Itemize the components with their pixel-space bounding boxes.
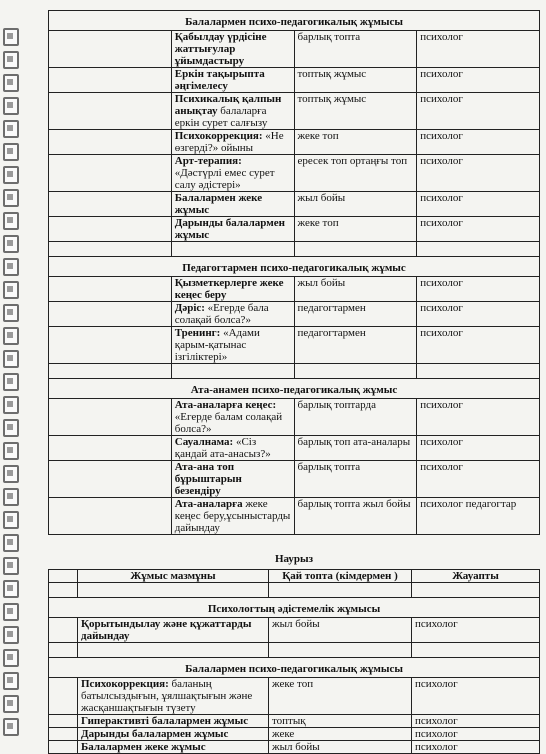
plan-table-bottom (48, 569, 540, 754)
responsible-cell: психолог (417, 399, 540, 436)
blank-cell (49, 327, 172, 364)
group-cell: барлық топта жыл бойы (294, 498, 417, 535)
binding-hole (3, 672, 19, 690)
table-row (49, 31, 540, 68)
blank-cell (49, 31, 172, 68)
activity-title: Балалармен жеке жұмыс (81, 741, 206, 753)
section-title-row (49, 257, 540, 277)
blank-cell (49, 461, 172, 498)
responsible-cell: психолог (417, 93, 540, 130)
binding-hole (3, 718, 19, 736)
group-cell: барлық топтарда (294, 399, 417, 436)
table-row (49, 327, 540, 364)
blank-cell (49, 741, 78, 754)
table-row (49, 498, 540, 535)
activity-title: Психокоррекция: (174, 130, 263, 142)
binding-hole (3, 235, 19, 253)
activity-cell (171, 155, 294, 192)
responsible-cell: психолог (417, 327, 540, 364)
responsible-cell: психолог (417, 192, 540, 217)
spacer-row (49, 583, 540, 598)
section-title: Балалармен психо-педагогикалық жұмысы (49, 658, 540, 678)
binding-hole (3, 465, 19, 483)
table-row (49, 678, 540, 715)
activity-title: Психикалық қалпын анықтау (174, 93, 282, 117)
activity-title: Дарынды балалармен жұмыс (174, 217, 285, 241)
table-row (49, 399, 540, 436)
binding-hole (3, 373, 19, 391)
activity-title: Ата-ана топ бұрыштарын безендіру (174, 461, 242, 497)
table-header-row (49, 570, 540, 583)
section-title-row (49, 598, 540, 618)
activity-detail: «Егерде бала солақай болса?» (174, 302, 269, 326)
activity-detail: баланың батылсыздығын, ұялшақтығын және жасқаншақтығын түзету (81, 678, 253, 714)
binding-hole (3, 212, 19, 230)
spiral-binding (0, 0, 26, 750)
activity-cell (171, 68, 294, 93)
blank-cell (49, 217, 172, 242)
group-cell: жеке топ (269, 678, 412, 715)
blank-cell (49, 715, 78, 728)
responsible-cell: психолог (417, 31, 540, 68)
activity-cell (171, 436, 294, 461)
responsible-cell: психолог (417, 130, 540, 155)
table-row (49, 715, 540, 728)
group-cell: жеке топ (294, 130, 417, 155)
binding-hole (3, 534, 19, 552)
spacer-row (49, 242, 540, 257)
activity-cell (171, 130, 294, 155)
binding-hole (3, 626, 19, 644)
table-row (49, 130, 540, 155)
binding-hole (3, 28, 19, 46)
activity-cell (171, 93, 294, 130)
blank-cell (49, 302, 172, 327)
binding-hole (3, 350, 19, 368)
activity-cell (171, 399, 294, 436)
spacer-row (49, 364, 540, 379)
table-row (49, 155, 540, 192)
table-row (49, 93, 540, 130)
responsible-cell: психолог (417, 436, 540, 461)
responsible-cell: психолог (417, 461, 540, 498)
activity-cell (171, 327, 294, 364)
group-cell: барлық топта (294, 31, 417, 68)
activity-title: Арт-терапия: (174, 155, 242, 167)
blank-cell (49, 277, 172, 302)
blank-cell (49, 436, 172, 461)
plan-table-top (48, 10, 540, 535)
section-title-row (49, 658, 540, 678)
activity-cell (78, 678, 269, 715)
binding-hole (3, 281, 19, 299)
binding-hole (3, 603, 19, 621)
activity-cell (171, 192, 294, 217)
binding-hole (3, 580, 19, 598)
month-title: Наурыз (274, 553, 314, 565)
binding-hole (3, 327, 19, 345)
blank-cell (49, 192, 172, 217)
group-cell: топтық жұмыс (294, 68, 417, 93)
header-content: Жұмыс мазмұны (78, 570, 269, 583)
binding-hole (3, 258, 19, 276)
activity-title: Қорытындылау және құжаттарды дайындау (81, 618, 252, 642)
binding-hole (3, 74, 19, 92)
group-cell: педагогтармен (294, 302, 417, 327)
section-title: Педагогтармен психо-педагогикалық жұмыс (49, 257, 540, 277)
table-row (49, 461, 540, 498)
document-page (48, 10, 540, 754)
header-group: Қай топта (кімдермен ) (269, 570, 412, 583)
responsible-cell: психолог (417, 217, 540, 242)
activity-detail: «Сіз қандай ата-анасыз?» (174, 436, 271, 460)
activity-cell (171, 277, 294, 302)
group-cell: жыл бойы (269, 618, 412, 643)
responsible-cell: психолог педагогтар (417, 498, 540, 535)
activity-detail: жеке кеңес беру,ұсыныстарды дайындау (174, 498, 291, 534)
group-cell: барлық топта (294, 461, 417, 498)
group-cell: жеке (269, 728, 412, 741)
activity-cell (78, 715, 269, 728)
binding-hole (3, 488, 19, 506)
binding-hole (3, 97, 19, 115)
activity-cell (171, 217, 294, 242)
activity-cell (78, 728, 269, 741)
binding-hole (3, 649, 19, 667)
section-title-row (49, 11, 540, 31)
activity-detail: «Дәстүрлі емес сурет салу әдістері» (174, 167, 275, 191)
activity-cell (171, 461, 294, 498)
section-title: Ата-анамен психо-педагогикалық жұмыс (49, 379, 540, 399)
activity-title: Ата-аналарға (174, 498, 243, 510)
header-blank-cell (49, 570, 78, 583)
blank-cell (49, 678, 78, 715)
blank-cell (49, 93, 172, 130)
table-row (49, 217, 540, 242)
activity-detail: «Адами қарым-қатынас ізгіліктері» (174, 327, 260, 363)
responsible-cell: психолог (412, 728, 540, 741)
responsible-cell: психолог (417, 302, 540, 327)
responsible-cell: психолог (417, 277, 540, 302)
group-cell: топтық (269, 715, 412, 728)
table-row (49, 618, 540, 643)
binding-hole (3, 189, 19, 207)
table-row (49, 436, 540, 461)
activity-title: Дарынды балалармен жұмыс (81, 728, 229, 740)
responsible-cell: психолог (412, 715, 540, 728)
activity-title: Тренинг: (174, 327, 221, 339)
binding-hole (3, 304, 19, 322)
group-cell: жеке топ (294, 217, 417, 242)
activity-cell (78, 618, 269, 643)
header-responsible: Жауапты (412, 570, 540, 583)
binding-hole (3, 143, 19, 161)
responsible-cell: психолог (412, 678, 540, 715)
table-row (49, 728, 540, 741)
binding-hole (3, 419, 19, 437)
blank-cell (49, 728, 78, 741)
group-cell: ересек топ ортаңғы топ (294, 155, 417, 192)
group-cell: топтық жұмыс (294, 93, 417, 130)
binding-hole (3, 511, 19, 529)
binding-hole (3, 396, 19, 414)
blank-cell (49, 68, 172, 93)
section-title-row (49, 379, 540, 399)
activity-title: Гиперактивті балалармен жұмыс (81, 715, 249, 727)
responsible-cell: психолог (412, 618, 540, 643)
blank-cell (49, 618, 78, 643)
binding-hole (3, 120, 19, 138)
binding-hole (3, 557, 19, 575)
responsible-cell: психолог (412, 741, 540, 754)
section-title: Психологтың әдістемелік жұмысы (49, 598, 540, 618)
blank-cell (49, 399, 172, 436)
spacer-row (49, 643, 540, 658)
activity-title: Психокоррекция: (81, 678, 169, 690)
group-cell: жыл бойы (294, 192, 417, 217)
activity-detail: балаларға еркін сурет салғызу (174, 105, 268, 129)
activity-cell (171, 31, 294, 68)
blank-cell (49, 155, 172, 192)
section-title: Балалармен психо-педагогикалық жұмысы (49, 11, 540, 31)
activity-detail: «Егерде балам солақай болса?» (174, 411, 283, 435)
activity-title: Дәріс: (174, 302, 205, 314)
binding-hole (3, 695, 19, 713)
responsible-cell: психолог (417, 155, 540, 192)
group-cell: жыл бойы (269, 741, 412, 754)
activity-cell (171, 498, 294, 535)
table-row (49, 68, 540, 93)
activity-title: Балалармен жеке жұмыс (174, 192, 263, 216)
table-row (49, 302, 540, 327)
blank-cell (49, 498, 172, 535)
blank-cell (49, 130, 172, 155)
responsible-cell: психолог (417, 68, 540, 93)
activity-title: Сауалнама: (174, 436, 234, 448)
group-cell: педагогтармен (294, 327, 417, 364)
activity-title: Еркін тақырыпта әңгімелесу (174, 68, 265, 92)
binding-hole (3, 166, 19, 184)
activity-detail: «Не өзгерді?» ойыны (174, 130, 284, 154)
binding-hole (3, 442, 19, 460)
table-row (49, 277, 540, 302)
binding-hole (3, 51, 19, 69)
activity-cell (78, 741, 269, 754)
group-cell: барлық топ ата-аналары (294, 436, 417, 461)
activity-cell (171, 302, 294, 327)
table-row (49, 192, 540, 217)
activity-title: Ата-аналарға кеңес: (174, 399, 277, 411)
group-cell: жыл бойы (294, 277, 417, 302)
activity-title: Қызметкерлерге жеке кеңес беру (174, 277, 284, 301)
table-row (49, 741, 540, 754)
activity-title: Қабылдау үрдісіне жаттығулар ұйымдастыру (174, 31, 267, 67)
